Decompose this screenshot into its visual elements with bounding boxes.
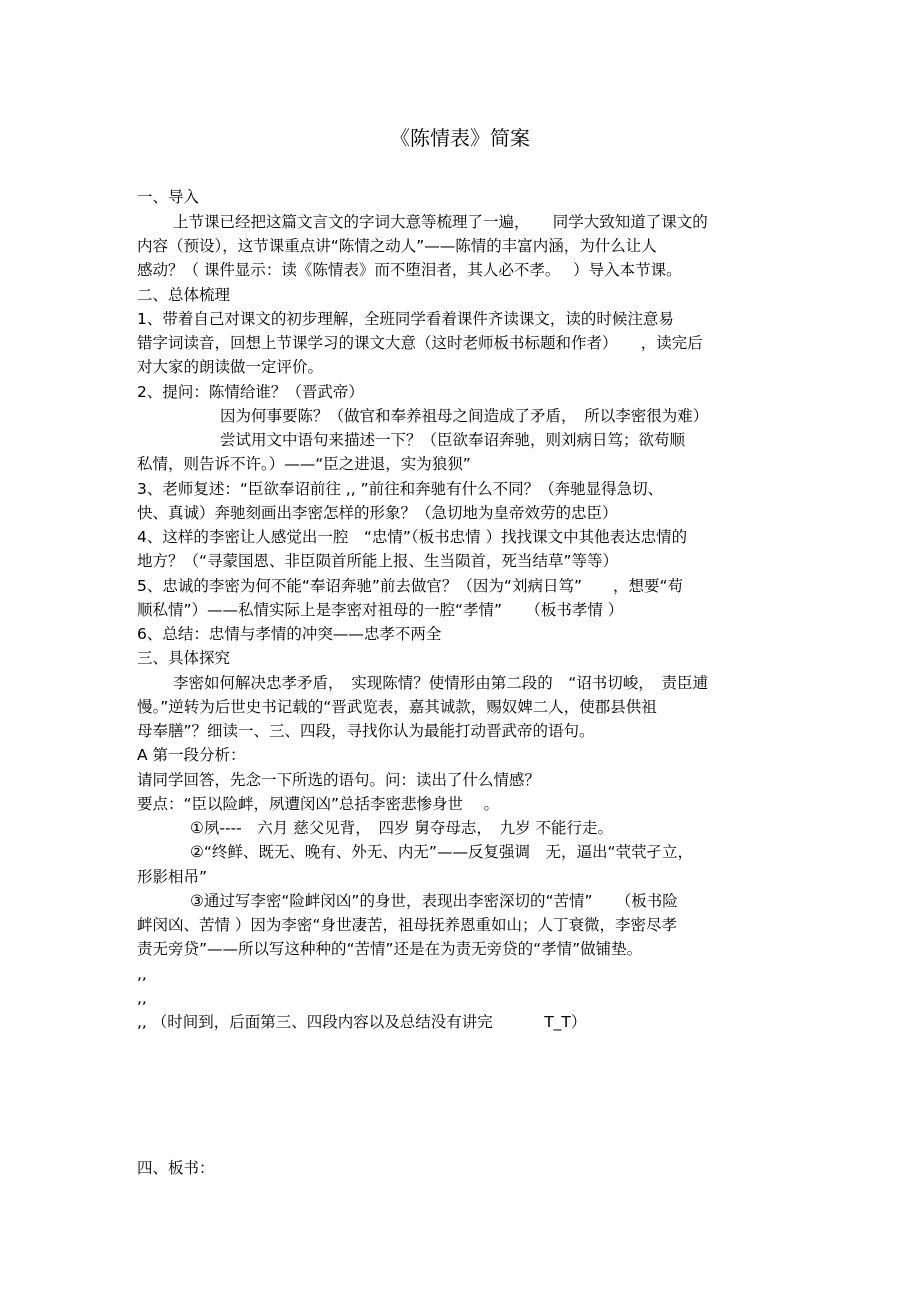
text-line: 衅闵凶、苦情 ）因为李密“身世凄苦，祖母抚养恩重如山；人丁衰微，李密尽孝 — [137, 916, 677, 934]
text-line: ②“终鲜、既无、晚有、外无、内无”——反复强调 无，逼出“茕茕孑立， — [190, 843, 693, 861]
text-line: ,, — [137, 965, 147, 983]
text-line: 母奉膳”？细读一、三、四段，寻找你认为最能打动晋武帝的语句。 — [137, 722, 595, 740]
text-line: ③通过写李密“险衅闵凶”的身世，表现出李密深切的“苦情” （板书险 — [190, 892, 678, 910]
text-line: 3、老师复述：“臣欲奉诏前往 ,, ”前往和奔驰有什么不同？（奔驰显得急切、 — [137, 480, 664, 498]
text-line: 快、真诚）奔驰刻画出李密怎样的形象？（急切地为皇帝效劳的忠臣） — [137, 504, 618, 522]
text-line: 5、忠诚的李密为何不能“奉诏奔驰”前去做官？（因为“刘病日笃” ，想要“苟 — [137, 577, 684, 595]
text-line: 错字词读音，回想上节课学习的课文大意（这时老师板书标题和作者） ，读完后 — [137, 334, 703, 352]
section-heading-explore: 三、具体探究 — [137, 649, 231, 667]
section-heading-overview: 二、总体梳理 — [137, 286, 231, 304]
text-line: 1、带着自己对课文的初步理解，全班同学看着课件齐读课文，读的时候注意易 — [137, 310, 674, 328]
text-line: 慢。”逆转为后世史书记载的“晋武览表，嘉其诚款，赐奴婢二人，使郡县供祖 — [137, 698, 657, 716]
text-line: 4、这样的李密让人感觉出一腔 “忠情”（板书忠情 ）找找课文中其他表达忠情的 — [137, 528, 688, 546]
text-line: 对大家的朗读做一定评价。 — [137, 358, 324, 376]
text-line: ①夙---- 六月 慈父见背， 四岁 舅夺母志， 九岁 不能行走。 — [190, 819, 614, 837]
text-line: ,, （时间到，后面第三、四段内容以及总结没有讲完 T_T） — [137, 1013, 587, 1031]
section-heading-intro: 一、导入 — [137, 188, 200, 206]
text-line: 6、总结：忠情与孝情的冲突——忠孝不两全 — [137, 625, 442, 643]
text-line: 因为何事要陈？（做官和奉养祖母之间造成了矛盾， 所以李密很为难） — [220, 407, 709, 425]
text-line: 李密如何解决忠孝矛盾， 实现陈情？使情形由第二段的 “诏书切峻， 责臣逋 — [173, 674, 709, 692]
text-line: 顺私情”）——私情实际上是李密对祖母的一腔“孝情” （板书孝情 ） — [137, 601, 624, 619]
text-line: 上节课已经把这篇文言文的字词大意等梳理了一遍， 同学大致知道了课文的 — [173, 213, 708, 231]
text-line: 尝试用文中语句来描述一下？（臣欲奉诏奔驰，则刘病日笃；欲苟顺 — [220, 431, 686, 449]
text-line: 感动？（ 课件显示：读《陈情表》而不堕泪者，其人必不孝。 ）导入本节课。 — [137, 261, 682, 279]
text-line: 地方？（“寻蒙国恩、非臣陨首所能上报、生当陨首，死当结草”等等） — [137, 552, 619, 570]
text-line: 请同学回答，先念一下所选的语句。问：读出了什么情感？ — [137, 771, 541, 789]
text-line: 内容（预设），这节课重点讲“陈情之动人”——陈情的丰富内涵，为什么让人 — [137, 237, 657, 255]
text-line: 形影相吊” — [137, 868, 208, 886]
section-heading-board: 四、板书： — [137, 1159, 215, 1177]
text-line: A 第一段分析： — [137, 746, 246, 764]
text-line: 责无旁贷”——所以写这种种的“苦情”还是在为责无旁贷的“孝情”做铺垫。 — [137, 940, 643, 958]
text-line: 2、提问：陈情给谁？（晋武帝） — [137, 383, 364, 401]
text-line: 要点：“臣以险衅，夙遭闵凶”总括李密悲惨身世 。 — [137, 795, 499, 813]
document-title: 《陈情表》简案 — [390, 126, 530, 150]
text-line: ,, — [137, 989, 147, 1007]
text-line: 私情，则告诉不许。）——“臣之进退，实为狼狈” — [137, 455, 471, 473]
